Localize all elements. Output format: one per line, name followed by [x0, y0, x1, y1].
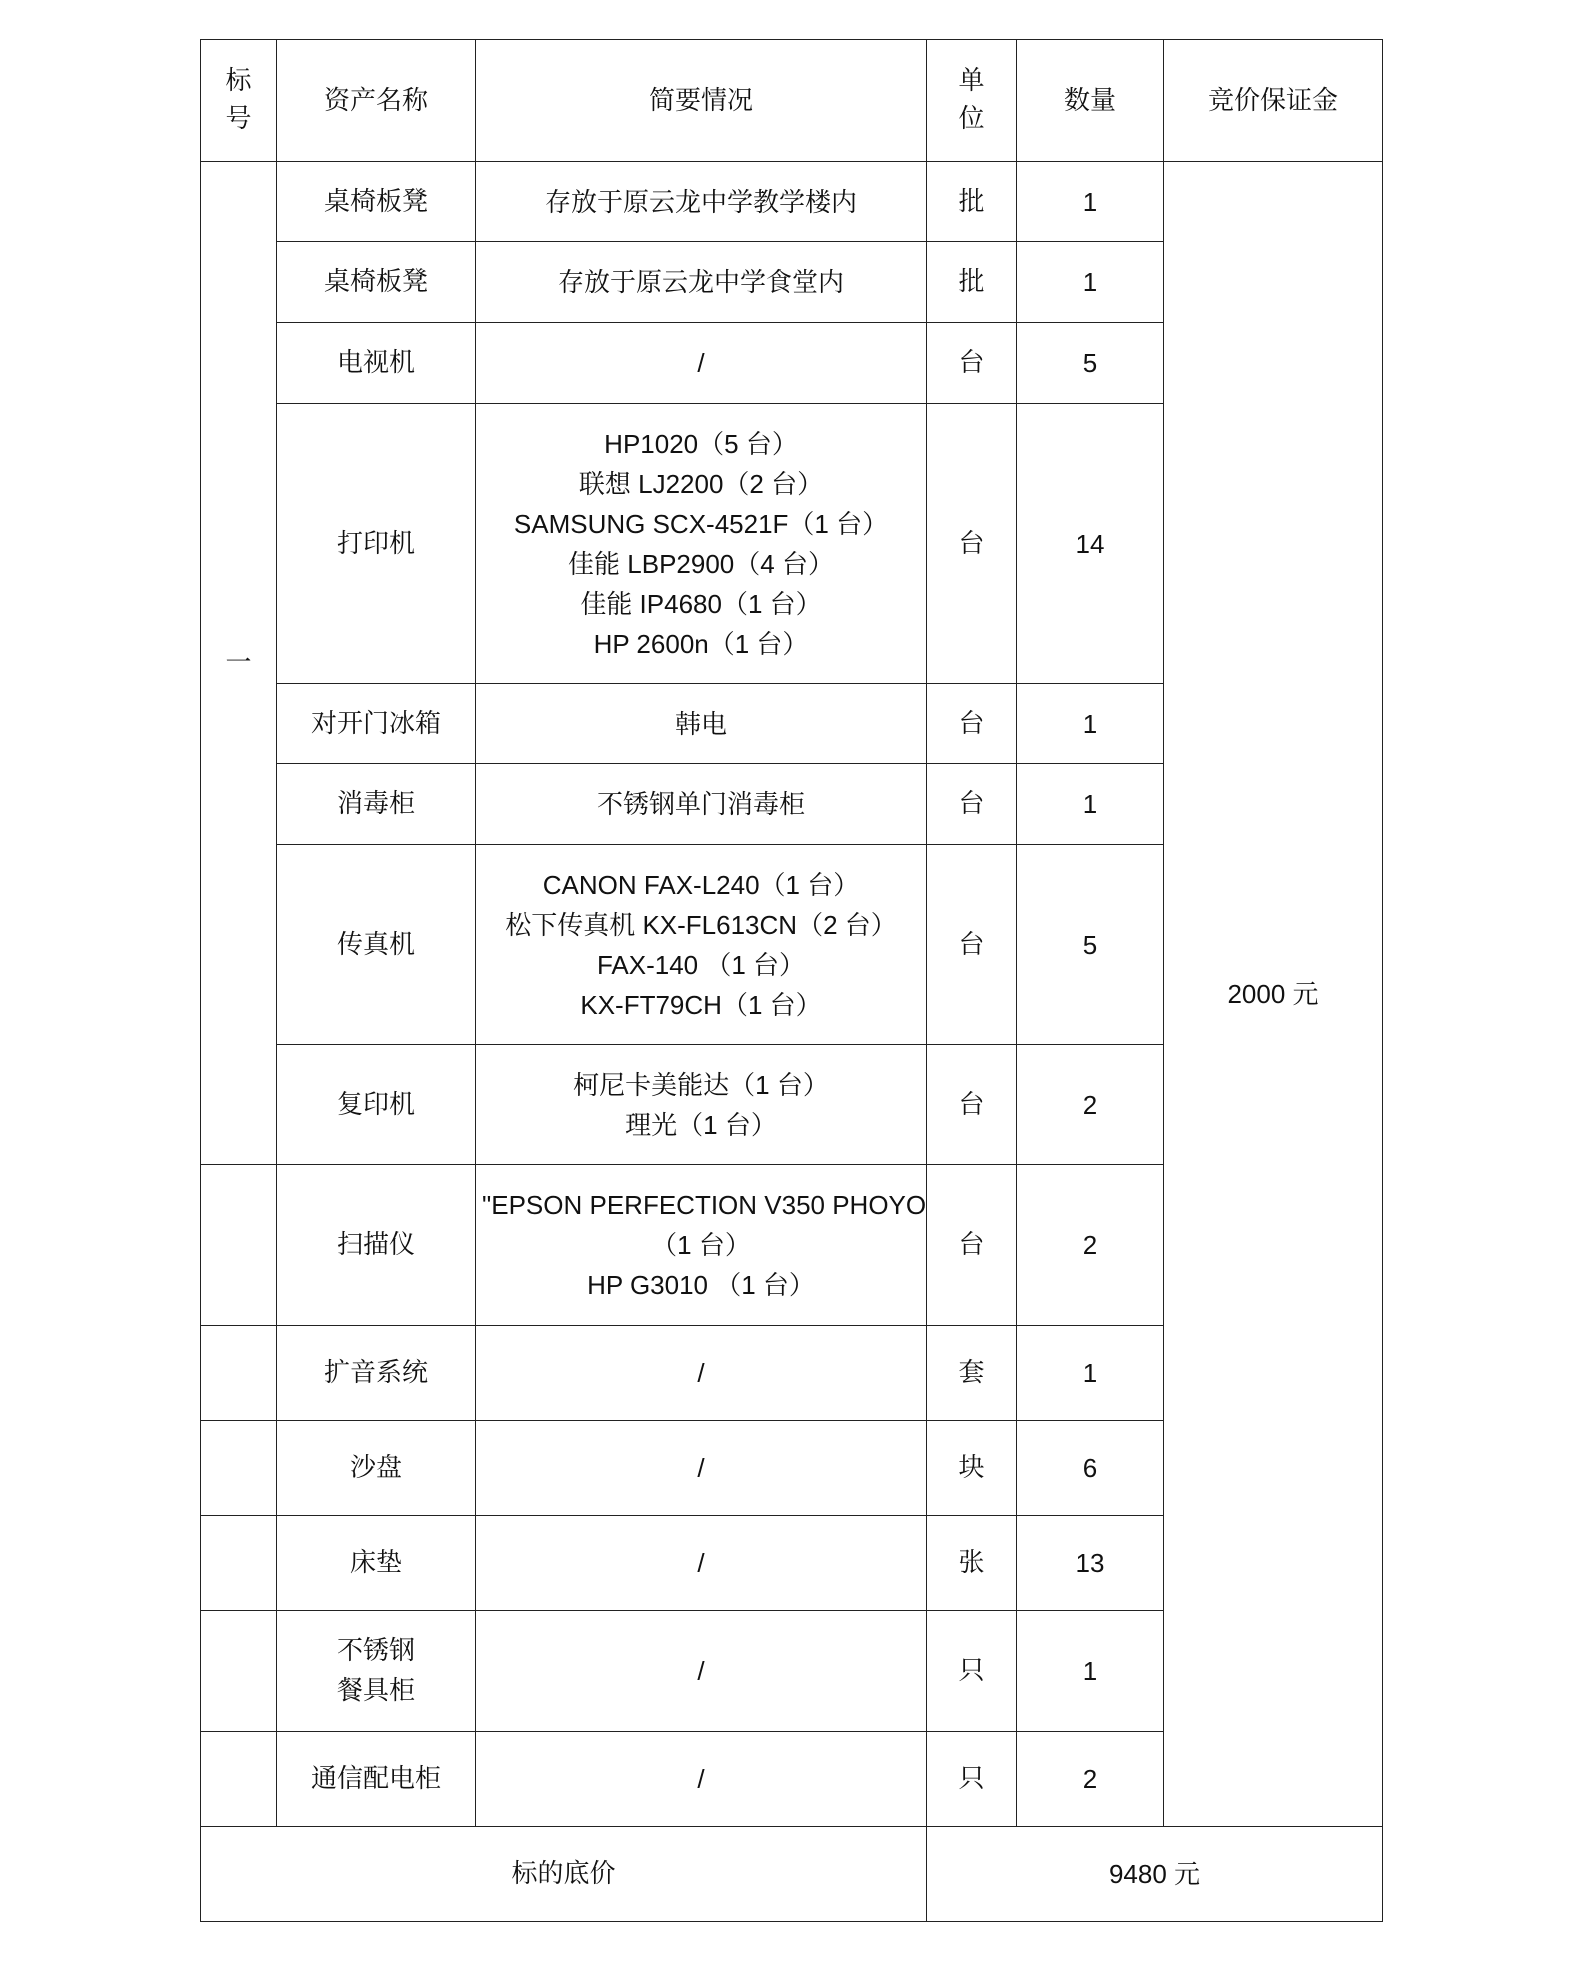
text-line: CANON FAX-L240（1 台） — [542, 869, 860, 900]
text-line: （1 台） — [651, 1230, 751, 1260]
asset-description — [476, 162, 927, 242]
text-line: / — [697, 1656, 705, 1686]
asset-name — [277, 1045, 476, 1165]
lot-cell-empty — [201, 1165, 277, 1326]
text-line: SAMSUNG SCX-4521F（1 台） — [513, 508, 889, 539]
text-line: / — [697, 1764, 705, 1794]
text-line: 不锈钢单门消毒柜 — [596, 789, 805, 819]
asset-quantity: 5 — [1017, 845, 1164, 1045]
asset-quantity: 1 — [1017, 684, 1164, 764]
lot-cell-empty — [201, 1326, 277, 1421]
text-line: / — [697, 348, 705, 378]
text-line: 扫描仪 — [336, 1230, 415, 1260]
lot-cell-empty — [201, 1421, 277, 1516]
text-line: HP G3010 （1 台） — [587, 1270, 815, 1300]
asset-unit: 批 — [927, 242, 1017, 323]
reserve-price-value: 9480 元 — [927, 1827, 1383, 1922]
asset-quantity: 1 — [1017, 1611, 1164, 1732]
asset-unit: 只 — [927, 1732, 1017, 1827]
text-line: HP1020（5 台） — [604, 428, 798, 459]
asset-quantity: 2 — [1017, 1045, 1164, 1165]
asset-table — [200, 39, 1383, 1922]
text-line: 柯尼卡美能达（1 台） — [573, 1069, 829, 1100]
asset-description — [476, 242, 927, 323]
header-name: 资产名称 — [277, 40, 476, 162]
text-line: / — [697, 1548, 705, 1578]
asset-description — [476, 404, 927, 684]
text-line: KX-FT79CH（1 台） — [580, 989, 822, 1020]
asset-quantity: 6 — [1017, 1421, 1164, 1516]
text-line: 存放于原云龙中学教学楼内 — [544, 186, 857, 217]
footer-row — [201, 1827, 1383, 1922]
asset-unit: 台 — [927, 1165, 1017, 1326]
asset-unit: 台 — [927, 1045, 1017, 1165]
text-line: 消毒柜 — [336, 789, 415, 819]
asset-quantity: 1 — [1017, 242, 1164, 323]
text-line: 传真机 — [336, 929, 415, 960]
asset-name — [277, 1516, 476, 1611]
asset-description — [476, 1045, 927, 1165]
text-line: 佳能 IP4680（1 台） — [580, 588, 822, 619]
asset-description — [476, 764, 927, 845]
text-line: 沙盘 — [349, 1453, 402, 1483]
text-line: 韩电 — [674, 708, 727, 739]
asset-name — [277, 1611, 476, 1732]
header-qty: 数量 — [1017, 40, 1164, 162]
header-deposit: 竞价保证金 — [1164, 40, 1383, 162]
lot-cell-empty — [201, 1611, 277, 1732]
text-line: 桌椅板凳 — [323, 186, 428, 217]
asset-quantity: 5 — [1017, 323, 1164, 404]
text-line: 存放于原云龙中学食堂内 — [557, 267, 844, 297]
table-row — [201, 162, 1383, 242]
text-line: 扩音系统 — [323, 1358, 428, 1388]
header-unit: 单位 — [927, 40, 1017, 162]
asset-unit: 只 — [927, 1611, 1017, 1732]
asset-description — [476, 1326, 927, 1421]
reserve-price-label: 标的底价 — [201, 1827, 927, 1922]
deposit-amount: 2000 元 — [1164, 162, 1383, 1827]
asset-description — [476, 845, 927, 1045]
asset-quantity: 1 — [1017, 1326, 1164, 1421]
asset-name — [277, 764, 476, 845]
asset-name — [277, 845, 476, 1045]
text-line: 桌椅板凳 — [323, 267, 428, 297]
text-line: / — [697, 1453, 705, 1483]
asset-quantity: 1 — [1017, 162, 1164, 242]
asset-name — [277, 404, 476, 684]
header-row — [201, 40, 1383, 162]
asset-unit: 张 — [927, 1516, 1017, 1611]
text-line: 松下传真机 KX-FL613CN（2 台） — [505, 909, 897, 940]
asset-name — [277, 1732, 476, 1827]
asset-unit: 台 — [927, 684, 1017, 764]
asset-description — [476, 1732, 927, 1827]
text-line: 不锈钢 — [336, 1636, 415, 1666]
asset-unit: 台 — [927, 404, 1017, 684]
lot-cell-empty — [201, 1732, 277, 1827]
text-line: 联想 LJ2200（2 台） — [578, 468, 824, 499]
asset-name — [277, 1326, 476, 1421]
asset-name — [277, 242, 476, 323]
text-line: HP 2600n（1 台） — [593, 628, 809, 659]
asset-name — [277, 684, 476, 764]
asset-name — [277, 162, 476, 242]
asset-unit: 块 — [927, 1421, 1017, 1516]
asset-description — [476, 1516, 927, 1611]
text-line: 理光（1 台） — [625, 1109, 777, 1140]
header-desc: 简要情况 — [476, 40, 927, 162]
lot-cell-empty — [201, 1516, 277, 1611]
asset-unit: 台 — [927, 764, 1017, 845]
asset-quantity: 14 — [1017, 404, 1164, 684]
asset-description — [476, 1421, 927, 1516]
text-line: 打印机 — [336, 528, 415, 559]
text-line: / — [697, 1358, 705, 1388]
asset-unit: 套 — [927, 1326, 1017, 1421]
text-line: 电视机 — [336, 348, 415, 378]
asset-description — [476, 323, 927, 404]
asset-description — [476, 1165, 927, 1326]
asset-name — [277, 323, 476, 404]
text-line: 床垫 — [349, 1548, 402, 1578]
asset-unit: 台 — [927, 845, 1017, 1045]
text-line: 佳能 LBP2900（4 台） — [568, 548, 834, 579]
asset-quantity: 13 — [1017, 1516, 1164, 1611]
text-line: 对开门冰箱 — [310, 708, 441, 739]
asset-name — [277, 1165, 476, 1326]
text-line: "EPSON PERFECTION V350 PHOYO — [482, 1190, 927, 1220]
asset-unit: 批 — [927, 162, 1017, 242]
text-line: FAX-140 （1 台） — [596, 949, 806, 980]
asset-unit: 台 — [927, 323, 1017, 404]
asset-name — [277, 1421, 476, 1516]
text-line: 复印机 — [336, 1089, 415, 1120]
text-line: 餐具柜 — [336, 1676, 415, 1706]
asset-quantity: 2 — [1017, 1732, 1164, 1827]
asset-description — [476, 684, 927, 764]
asset-quantity: 1 — [1017, 764, 1164, 845]
asset-quantity: 2 — [1017, 1165, 1164, 1326]
header-lot: 标号 — [201, 40, 277, 162]
text-line: 通信配电柜 — [310, 1764, 441, 1794]
lot-number: 一 — [201, 162, 277, 1165]
asset-description — [476, 1611, 927, 1732]
